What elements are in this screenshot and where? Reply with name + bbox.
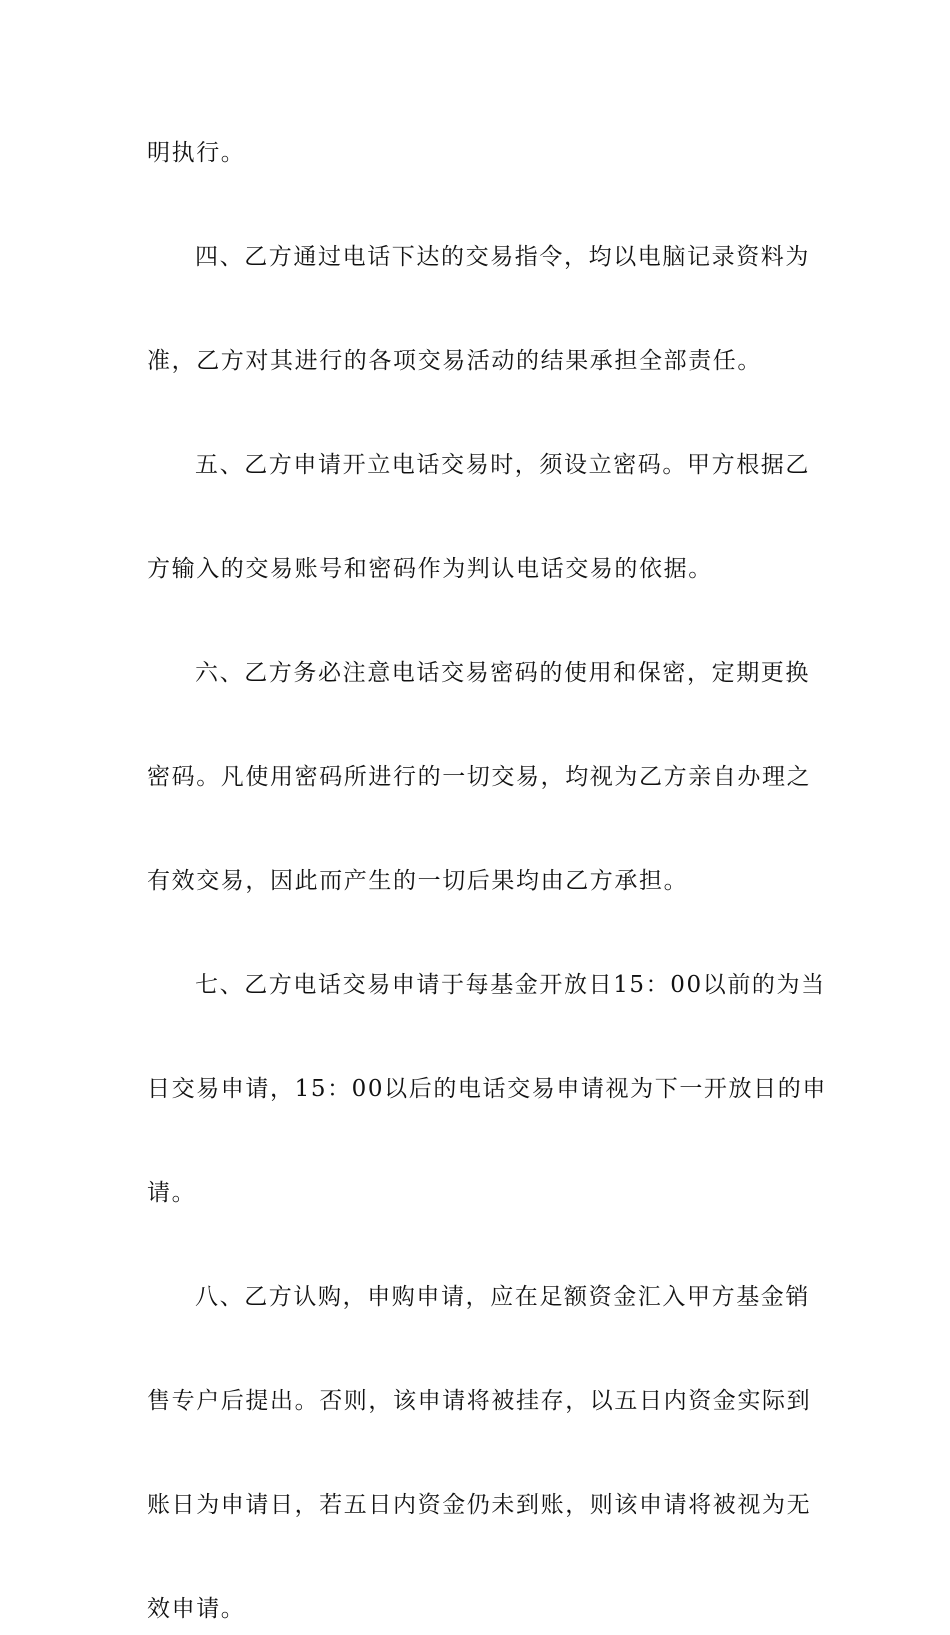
paragraph-5-line-2: 方输入的交易账号和密码作为判认电话交易的依据。 xyxy=(147,556,713,582)
line-gap xyxy=(147,1219,807,1271)
line-gap xyxy=(147,595,807,647)
paragraph-4-line-2: 准，乙方对其进行的各项交易活动的结果承担全部责任。 xyxy=(147,348,762,374)
line-gap xyxy=(147,491,807,543)
line-gap xyxy=(147,1427,807,1479)
line-gap xyxy=(147,1531,807,1583)
line-gap xyxy=(147,803,807,855)
line-gap xyxy=(147,1323,807,1375)
line-gap xyxy=(147,1011,807,1063)
paragraph-8-line-4: 效申请。 xyxy=(147,1596,246,1622)
line-gap xyxy=(147,387,807,439)
paragraph-8-line-1: 八、乙方认购，申购申请，应在足额资金汇入甲方基金销 xyxy=(195,1284,810,1310)
paragraph-8-line-2: 售专户后提出。否则，该申请将被挂存，以五日内资金实际到 xyxy=(147,1388,812,1414)
paragraph-8-line-3: 账日为申请日，若五日内资金仍未到账，则该申请将被视为无 xyxy=(147,1492,812,1518)
document-body xyxy=(147,127,827,1635)
line-gap xyxy=(147,1115,807,1167)
paragraph-6-line-3: 有效交易，因此而产生的一切后果均由乙方承担。 xyxy=(147,868,689,894)
paragraph-7-line-3: 请。 xyxy=(147,1180,197,1206)
line-gap xyxy=(147,283,807,335)
paragraph-4-line-1: 四、乙方通过电话下达的交易指令，均以电脑记录资料为 xyxy=(195,244,810,270)
paragraph-5-line-1: 五、乙方申请开立电话交易时，须设立密码。甲方根据乙 xyxy=(195,452,810,478)
paragraph-6-line-2: 密码。凡使用密码所进行的一切交易，均视为乙方亲自办理之 xyxy=(147,764,812,790)
paragraph-7-line-2: 日交易申请，15：00以后的电话交易申请视为下一开放日的申 xyxy=(147,1076,827,1102)
line-gap xyxy=(147,179,807,231)
paragraph-7-line-1: 七、乙方电话交易申请于每基金开放日15：00以前的为当 xyxy=(195,972,826,998)
line-gap xyxy=(147,699,807,751)
line-gap xyxy=(147,907,807,959)
paragraph-6-line-1: 六、乙方务必注意电话交易密码的使用和保密，定期更换 xyxy=(195,660,810,686)
paragraph-line: 明执行。 xyxy=(147,140,246,166)
